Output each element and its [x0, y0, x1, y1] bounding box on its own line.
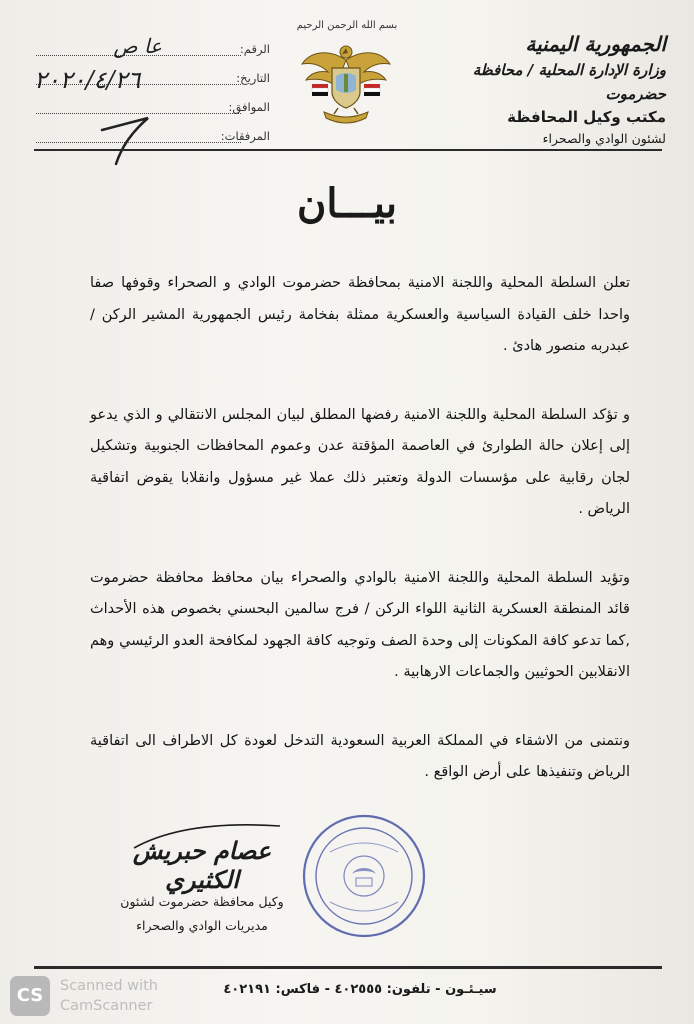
- handwritten-check-stroke: [92, 88, 172, 168]
- paragraph: و تؤكد السلطة المحلية واللجنة الامنية رفضها المطلق لبيان المجلس الانتقالي و الذي يدعو إلى إعلان حالة الطوارئ في العاصمة المؤقتة عدن وعموم المحافظات الجنوبية وتشكيل لجان رقابية على مؤسسات الدولة وتعتبر ذلك عملا غير مسؤول وانقلابا يقوض اتفاقية الرياض .: [90, 406, 630, 517]
- signatory-title-line2: مديريات الوادي والصحراء: [136, 918, 268, 933]
- reference-labels: [210, 40, 270, 156]
- paragraph: تعلن السلطة المحلية واللجنة الامنية بمحافظة حضرموت الوادي و الصحراء وقوفها صفا واحدا خلف القيادة السياسية والعسكرية ممثلة بفخامة رئيس الجمهورية المشير الركن / عبدربه منصور هادئ .: [90, 275, 630, 354]
- office-subtitle: لشئون الوادي والصحراء: [542, 131, 666, 146]
- footer-divider: [34, 966, 662, 969]
- yemen-eagle-emblem-icon: [298, 18, 394, 138]
- signature-flourish: [130, 818, 290, 858]
- corresponding-label: الموافق:: [228, 100, 270, 114]
- basmala: بسم الله الرحمن الرحيم: [296, 20, 398, 31]
- signatory-title: [96, 890, 308, 938]
- signatory-name: عصام حبريش الكثيري: [132, 836, 272, 894]
- watermark-line1: Scanned with: [60, 978, 158, 994]
- footer-contact: سيـئـون - تلفون: ٤٠٢٥٥٥ - فاكس: ٤٠٢١٩١: [223, 982, 497, 997]
- document-title: بيـــان: [297, 180, 397, 227]
- statement-body: [90, 268, 630, 826]
- handwritten-date: ٢٠٢٠/٤/٢٦: [34, 66, 141, 94]
- ministry-name: وزارة الإدارة المحلية / محافظة حضرموت: [472, 61, 666, 103]
- official-stamp: [300, 812, 428, 940]
- signatory-title-line1: وكيل محافظة حضرموت لشئون: [120, 894, 284, 909]
- header-divider: [34, 149, 662, 151]
- camscanner-text: [60, 976, 158, 1016]
- republic-name: الجمهورية اليمنية: [525, 32, 666, 56]
- letterhead: [466, 30, 666, 150]
- camscanner-watermark: [10, 974, 210, 1022]
- attachments-label: المرفقات:: [220, 129, 270, 143]
- watermark-line2: CamScanner: [60, 998, 153, 1014]
- date-label: التاريخ:: [236, 71, 270, 85]
- paragraph: ونتمنى من الاشقاء في المملكة العربية السعودية التدخل لعودة كل الاطراف الى اتفاقية الرياض وتنفيذها على أرض الواقع .: [90, 732, 630, 780]
- handwritten-number: عا ص: [113, 34, 162, 58]
- number-label: الرقم:: [239, 42, 270, 56]
- camscanner-logo-icon: CS: [10, 976, 50, 1016]
- office-name: مكتب وكيل المحافظة: [507, 108, 666, 126]
- paragraph: وتؤيد السلطة المحلية واللجنة الامنية بالوادي والصحراء بيان محافظ محافظة حضرموت قائد المنطقة العسكرية الثانية اللواء الركن / فرج سالمين البحسني بخصوص هذه الأحداث ,كما تدعو كافة المكونات إلى وحدة الصف وتوجيه كافة الجهود لمكافحة العدو الرئيسي وهم الانقلابين الحوثيين والجماعات الارهابية .: [90, 569, 630, 680]
